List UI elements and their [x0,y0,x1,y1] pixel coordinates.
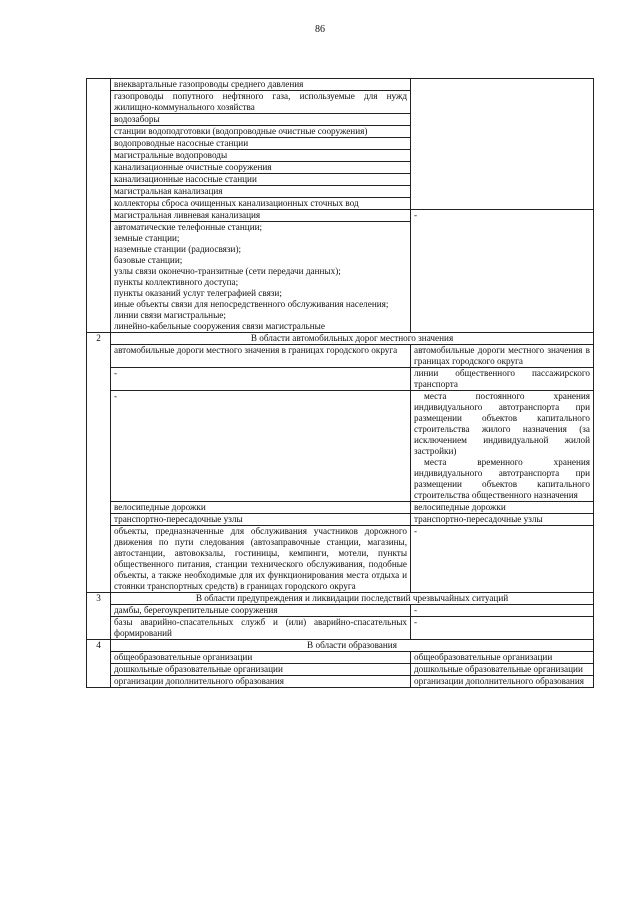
object-cell: магистральная ливневая канализация [111,210,411,222]
table-row [87,676,594,688]
table-row [87,368,594,391]
object-cell: водопроводные насосные станции [111,138,411,150]
list-item: автоматические телефонные станции; [114,222,263,232]
object-cell: общеобразовательные организации [411,652,594,664]
object-cell: канализационные очистные сооружения [111,162,411,174]
object-cell: магистральные водопроводы [111,150,411,162]
section-title: В области предупреждения и ликвидации последствий чрезвычайных ситуаций [111,593,594,605]
table-row [87,664,594,676]
table-row [87,652,594,664]
object-cell: дамбы, берегоукрепительные сооружения [111,605,411,617]
object-cell: транспортно-пересадочные узлы [411,514,594,526]
object-cell: газопроводы попутного нефтяного газа, используемые для нужд жилищно-коммунального хозяйства [111,91,411,114]
planning-objects-table [86,78,594,688]
object-cell: велосипедные дорожки [411,502,594,514]
section-heading-row [87,333,594,345]
section-number: 3 [87,593,111,640]
parking-cell [411,391,594,502]
section-number: 2 [87,333,111,593]
table-row [87,210,594,222]
object-cell: линии общественного пассажирского транспорта [411,368,594,391]
section-heading-row [87,640,594,652]
object-cell: объекты, предназначенные для обслуживания участников дорожного движения по пути следования (автозаправочные станции, магазины, автостанции, автовокзалы, гостиницы, кемпинги, мотели, пункты общественного питания, станции технического обслуживания, подобные объекты, а также необходимые для их функционирования места отдыха и стоянки транспортных средств) в границах городского округа [111,526,411,593]
object-cell: дошкольные образовательные организации [111,664,411,676]
list-item: пункты коллективного доступа; [114,277,239,287]
object-cell: коллекторы сброса очищенных канализационных сточных вод [111,198,411,210]
empty-cell [411,79,594,210]
object-cell: организации дополнительного образования [411,676,594,688]
communications-cell [111,222,411,333]
object-cell: дошкольные образовательные организации [411,664,594,676]
list-item: линейно-кабельные сооружения связи магистральные [114,321,325,331]
object-cell: - [411,605,594,617]
object-cell: водозаборы [111,114,411,126]
object-cell: автомобильные дороги местного значения в границах городского округа [111,345,411,368]
list-item: наземные станции (радиосвязи); [114,244,242,254]
section-heading-row [87,593,594,605]
table-row [87,502,594,514]
section-title: В области образования [111,640,594,652]
table-row [87,617,594,640]
object-cell: канализационные насосные станции [111,174,411,186]
object-cell: внеквартальные газопроводы среднего давления [111,79,411,91]
parking-permanent: места постоянного хранения индивидуального автотранспорта при размещении объектов капитального строительства жилого назначения (за исключением индивидуальной жилой застройки) [414,391,590,456]
section-number: 4 [87,640,111,688]
list-item: узлы связи оконечно-транзитные (сети передачи данных); [114,266,341,276]
object-cell: станции водоподготовки (водопроводные очистные сооружения) [111,126,411,138]
object-cell: - [111,391,411,502]
object-cell: базы аварийно-спасательных служб и (или) аварийно-спасательных формирований [111,617,411,640]
object-cell: - [411,210,594,333]
object-cell: - [411,617,594,640]
table-row [87,605,594,617]
list-item: линии связи магистральные; [114,310,226,320]
table-row [87,79,594,91]
row-number-cell [87,79,111,333]
object-cell: транспортно-пересадочные узлы [111,514,411,526]
parking-temporary: места временного хранения индивидуального автотранспорта при размещении объектов капитального строительства общественного назначения [414,457,590,500]
object-cell: магистральная канализация [111,186,411,198]
object-cell: велосипедные дорожки [111,502,411,514]
list-item: иные объекты связи для непосредственного обслуживания населения; [114,299,389,309]
object-cell: общеобразовательные организации [111,652,411,664]
list-item: пункты оказаний услуг телеграфией связи; [114,288,282,298]
section-title: В области автомобильных дорог местного значения [111,333,594,345]
object-cell: автомобильные дороги местного значения в границах городского округа [411,345,594,368]
table-row [87,391,594,502]
list-item: земные станции; [114,233,180,243]
table-row [87,526,594,593]
object-cell: организации дополнительного образования [111,676,411,688]
page-number: 86 [315,24,325,35]
table-row [87,514,594,526]
table-row [87,345,594,368]
list-item: базовые станции; [114,255,183,265]
object-cell: - [411,526,594,593]
object-cell: - [111,368,411,391]
